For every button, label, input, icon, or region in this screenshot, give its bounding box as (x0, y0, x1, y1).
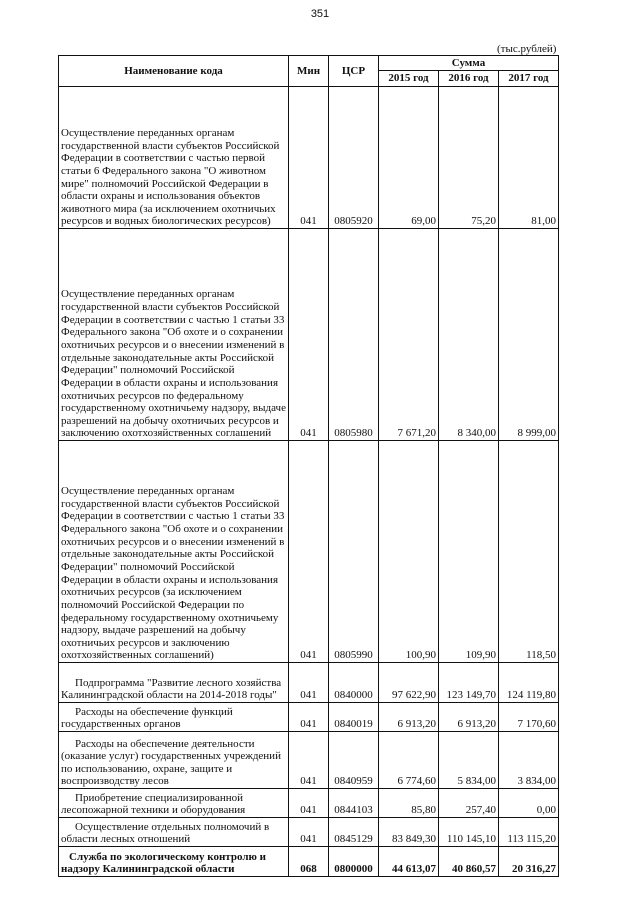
row-name (59, 441, 289, 663)
row-value-2017: 124 119,80 (499, 663, 559, 703)
row-csr: 0805920 (329, 87, 379, 229)
row-ministry: 041 (289, 732, 329, 789)
row-name (59, 229, 289, 441)
table-row (59, 663, 559, 703)
row-name: Служба по экологическому контролю и надзору Калининградской области (59, 847, 289, 877)
row-name (59, 87, 289, 229)
row-value-2015: 6 774,60 (379, 732, 439, 789)
row-ministry: 041 (289, 663, 329, 703)
row-ministry: 041 (289, 441, 329, 663)
row-value-2016: 110 145,10 (439, 818, 499, 847)
row-value-2015: 6 913,20 (379, 703, 439, 732)
row-value-2016: 109,90 (439, 441, 499, 663)
row-name: Расходы на обеспечение функций государственных органов (59, 703, 289, 732)
table-row (59, 441, 559, 663)
row-value-2016: 5 834,00 (439, 732, 499, 789)
row-ministry: 068 (289, 847, 329, 877)
row-value-2015: 100,90 (379, 441, 439, 663)
header-year-2016: 2016 год (439, 71, 499, 87)
row-value-2017: 113 115,20 (499, 818, 559, 847)
row-value-2017: 118,50 (499, 441, 559, 663)
row-name: Осуществление отдельных полномочий в области лесных отношений (59, 818, 289, 847)
row-value-2015: 83 849,30 (379, 818, 439, 847)
row-value-2016: 40 860,57 (439, 847, 499, 877)
row-ministry: 041 (289, 229, 329, 441)
table-row (59, 229, 559, 441)
row-csr: 0844103 (329, 789, 379, 818)
row-value-2017: 20 316,27 (499, 847, 559, 877)
table-row (59, 789, 559, 818)
row-name: Подпрограмма "Развитие лесного хозяйства Калининградской области на 2014-2018 годы" (59, 663, 289, 703)
budget-table (58, 55, 559, 877)
row-csr: 0805980 (329, 229, 379, 441)
row-name-text: Осуществление переданных органам государственной власти субъектов Российской Федерации в соответствии с частью 1 статьи 33 Федерального закона "Об охоте и о сохранении охотничьих ресурсов и о внесении изменений в отдельные законодательные акты Российской Федерации" полномочий Российской Федерации в области охраны и использования охотничьих ресурсов по федеральному государственному охотничьему надзору, выдаче разрешений на добычу охотничьих ресурсов и заключению охотхозяйственных соглашений (61, 288, 286, 440)
row-value-2017: 8 999,00 (499, 229, 559, 441)
row-value-2015: 97 622,90 (379, 663, 439, 703)
header-year-2017: 2017 год (499, 71, 559, 87)
row-csr: 0840000 (329, 663, 379, 703)
header-name: Наименование кода (59, 56, 289, 87)
table-row (59, 87, 559, 229)
row-value-2015: 85,80 (379, 789, 439, 818)
header-ministry: Мин (289, 56, 329, 87)
row-value-2015: 44 613,07 (379, 847, 439, 877)
row-ministry: 041 (289, 87, 329, 229)
row-value-2016: 257,40 (439, 789, 499, 818)
table-row (59, 818, 559, 847)
header-year-2015: 2015 год (379, 71, 439, 87)
row-value-2016: 123 149,70 (439, 663, 499, 703)
row-name-text: Осуществление переданных органам государственной власти субъектов Российской Федерации в соответствии с частью первой статьи 6 Федерального закона "О животном мире" полномочий Российской Федерации в области охраны и использования объектов животного мира (за исключением охотничьих ресурсов и водных биологических ресурсов) (61, 127, 280, 228)
units-label: (тыс.рублей) (497, 43, 557, 55)
row-csr: 0840959 (329, 732, 379, 789)
header-csr: ЦСР (329, 56, 379, 87)
page-number: 351 (310, 8, 330, 20)
row-value-2017: 7 170,60 (499, 703, 559, 732)
table-row (59, 703, 559, 732)
row-value-2017: 81,00 (499, 87, 559, 229)
row-ministry: 041 (289, 818, 329, 847)
row-value-2015: 69,00 (379, 87, 439, 229)
row-value-2017: 0,00 (499, 789, 559, 818)
row-name-text: Осуществление переданных органам государственной власти субъектов Российской Федерации в соответствии с частью 1 статьи 33 Федерального закона "Об охоте и о сохранении охотничьих ресурсов и о внесении изменений в отдельные законодательные акты Российской Федерации" полномочий Российской Федерации в области охраны и использования охотничьих ресурсов (за исключением полномочий Российской Федерации по федеральному государственному охотничьему надзору, выдаче разрешений на добычу охотничьих ресурсов и заключению охотхозяйственных соглашений) (61, 485, 285, 662)
row-name: Приобретение специализированной лесопожарной техники и оборудования (59, 789, 289, 818)
table-row (59, 732, 559, 789)
row-csr: 0845129 (329, 818, 379, 847)
row-csr: 0805990 (329, 441, 379, 663)
row-value-2016: 8 340,00 (439, 229, 499, 441)
row-value-2016: 75,20 (439, 87, 499, 229)
header-sum: Сумма (379, 56, 559, 71)
row-csr: 0840019 (329, 703, 379, 732)
row-value-2017: 3 834,00 (499, 732, 559, 789)
row-csr: 0800000 (329, 847, 379, 877)
table-row (59, 847, 559, 877)
row-ministry: 041 (289, 789, 329, 818)
row-value-2016: 6 913,20 (439, 703, 499, 732)
row-name: Расходы на обеспечение деятельности (оказание услуг) государственных учреждений по использованию, охране, защите и воспроизводству лесов (59, 732, 289, 789)
row-value-2015: 7 671,20 (379, 229, 439, 441)
row-ministry: 041 (289, 703, 329, 732)
